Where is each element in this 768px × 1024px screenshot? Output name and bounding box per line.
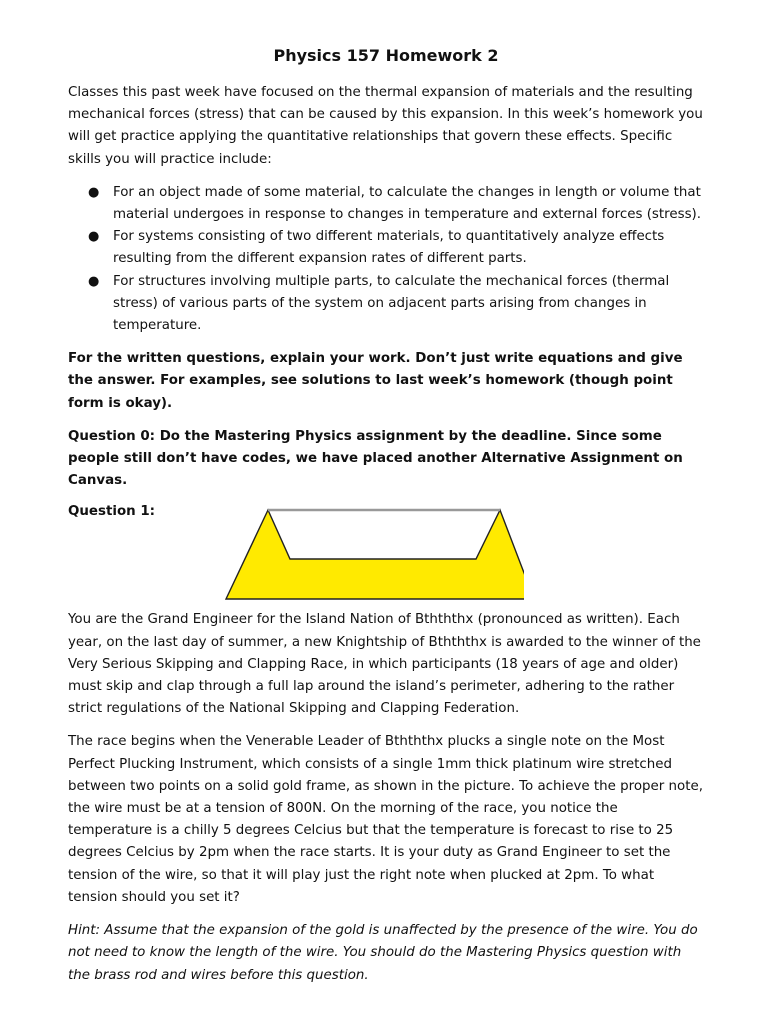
skill-text: For an object made of some material, to calculate the changes in length or volume that material undergoes in response to changes in temperature and external forces (stress). (113, 184, 702, 223)
skill-text: For structures involving multiple parts, to calculate the mechanical forces (thermal stress) of various parts of the system on adjacent parts arising from changes in temperature. (113, 273, 670, 334)
question-1-label: Question 1: (68, 504, 156, 520)
skill-item (68, 226, 704, 270)
skill-item (68, 182, 704, 226)
document-page (68, 46, 704, 987)
gold-frame-shape (226, 510, 524, 599)
document-title: Physics 157 Homework 2 (273, 46, 499, 65)
intro-paragraph: Classes this past week have focused on the thermal expansion of materials and the resulting mechanical forces (stress) that can be caused by this expansion. In this week’s homework you will get practice applying the quantitative relationships that govern these effects. Specific skills you will practice include: (68, 85, 703, 167)
question-1-header (68, 501, 704, 601)
bullet-icon: ● (88, 273, 100, 289)
skill-item (68, 271, 704, 338)
skills-list (68, 182, 704, 337)
bullet-icon: ● (88, 184, 100, 200)
bullet-icon: ● (88, 229, 100, 245)
story-paragraph: You are the Grand Engineer for the Island Nation of Bthththx (pronounced as written). Each year, on the last day of summer, a new Knightship of Bthththx is awarded to the winner of the Very Serious Skipping and Clapping Race, in which participants (18 years of age and older) must skip and clap through a full lap around the island’s perimeter, adhering to the rather strict regulations of the National Skipping and Clapping Federation. (68, 612, 701, 717)
hint-paragraph: Hint: Assume that the expansion of the gold is unaffected by the presence of the wire. You do not need to know the length of the wire. You should do the Mastering Physics question with the brass rod and wires before this question. (68, 923, 698, 983)
problem-paragraph: The race begins when the Venerable Leader of Bthththx plucks a single note on the Most Perfect Plucking Instrument, which consists of a single 1mm thick platinum wire stretched between two points on a solid gold frame, as shown in the picture. To achieve the proper note, the wire must be at a tension of 800N. On the morning of the race, you notice the temperature is a chilly 5 degrees Celcius but that the temperature is forecast to rise to 25 degrees Celcius by 2pm when the race starts. It is your duty as Grand Engineer to set the tension of the wire, so that it will play just the right note when plucked at 2pm. To what tension should you set it? (68, 734, 703, 905)
skill-text: For systems consisting of two different materials, to quantitatively analyze effects resulting from the different expansion rates of different parts. (113, 229, 665, 267)
instructions-paragraph: For the written questions, explain your work. Don’t just write equations and give the answer. For examples, see solutions to last week’s homework (though point form is okay). (68, 351, 683, 411)
gold-frame-figure (224, 501, 524, 601)
question-0: Question 0: Do the Mastering Physics assignment by the deadline. Since some people still don’t have codes, we have placed another Alternative Assignment on Canvas. (68, 428, 683, 489)
